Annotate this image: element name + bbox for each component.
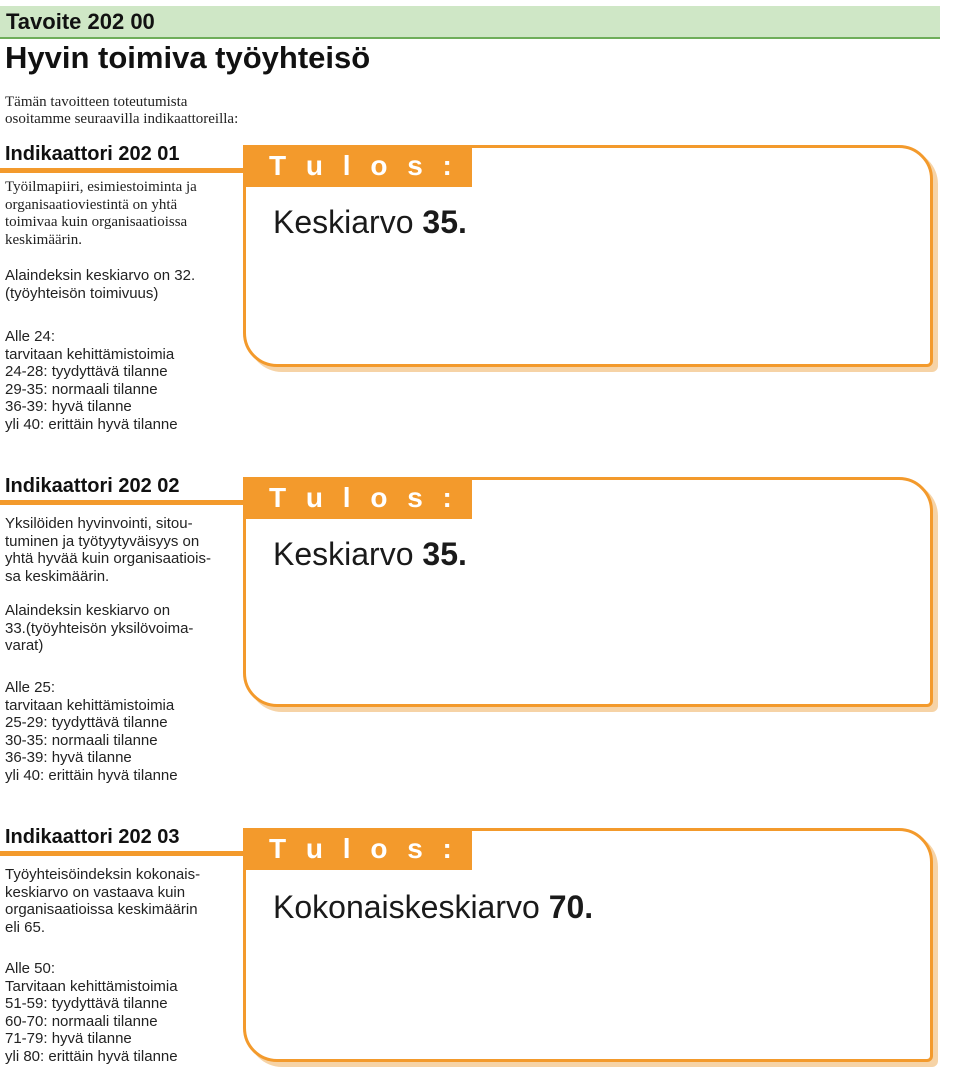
scale-line: Alle 24: — [5, 328, 56, 345]
scale-line: Tarvitaan kehittämistoimia — [5, 977, 178, 995]
result-label: T u l o s : — [243, 477, 472, 519]
intro-line: osoitamme seuraavilla indikaattoreilla: — [5, 111, 239, 127]
subindex-line: varat) — [5, 637, 44, 654]
subindex-line: Alaindeksin keskiarvo on — [5, 602, 171, 619]
scale-line: 60-70: normaali tilanne — [5, 1012, 158, 1030]
description-line: Yksilöiden hyvinvointi, sitou- — [5, 515, 193, 532]
scale-line: Alle 50: — [5, 960, 56, 977]
scale-list — [5, 328, 178, 433]
result-value: 35. — [422, 204, 467, 240]
result-box — [243, 477, 933, 707]
scale-line: 51-59: tyydyttävä tilanne — [5, 995, 168, 1012]
scale-line: Alle 25: — [5, 679, 56, 696]
subindex-line: 33.(työyhteisön yksilövoima- — [5, 619, 194, 637]
indicator-underline — [0, 851, 270, 856]
description-line: Työyhteisöindeksin kokonais- — [5, 866, 201, 883]
indicator-description — [5, 179, 240, 249]
scale-list — [5, 960, 178, 1065]
scale-line: tarvitaan kehittämistoimia — [5, 696, 175, 714]
description-line: yhtä hyvää kuin organisaatiois- — [5, 550, 211, 567]
scale-line: yli 80: erittäin hyvä tilanne — [5, 1047, 178, 1065]
scale-line: tarvitaan kehittämistoimia — [5, 345, 175, 363]
description-line: Työilmapiiri, esimiestoiminta ja — [5, 179, 197, 195]
scale-line: 25-29: tyydyttävä tilanne — [5, 714, 168, 731]
goal-label: Tavoite 202 00 — [6, 9, 155, 34]
indicator-title: Indikaattori 202 01 — [5, 143, 180, 165]
result-prefix: Keskiarvo — [273, 204, 423, 240]
intro-text — [5, 94, 265, 128]
result-value: 70. — [548, 889, 594, 925]
result-text — [273, 536, 467, 573]
indicator-underline — [0, 500, 270, 505]
description-line: organisaatioviestintä on yhtä — [5, 196, 178, 213]
description-line: keskiarvo on vastaava kuin — [5, 883, 186, 901]
indicator-description — [5, 515, 240, 585]
subindex-text — [5, 267, 195, 302]
scale-line: 36-39: hyvä tilanne — [5, 398, 132, 415]
description-line: eli 65. — [5, 918, 46, 936]
scale-line: yli 40: erittäin hyvä tilanne — [5, 766, 178, 784]
result-label: T u l o s : — [243, 145, 472, 187]
subindex-line: Alaindeksin keskiarvo on 32. — [5, 267, 196, 284]
result-text — [273, 889, 593, 926]
scale-list — [5, 679, 178, 784]
result-label: T u l o s : — [243, 828, 472, 870]
result-prefix: Keskiarvo — [273, 536, 423, 572]
indicator-description — [5, 866, 240, 936]
scale-line: 71-79: hyvä tilanne — [5, 1030, 132, 1047]
description-line: tuminen ja työtyytyväisyys on — [5, 532, 200, 550]
description-line: organisaatioissa keskimäärin — [5, 901, 198, 918]
result-text — [273, 204, 467, 241]
subindex-line: (työyhteisön toimivuus) — [5, 284, 159, 302]
description-line: toimivaa kuin organisaatioissa — [5, 214, 188, 230]
description-line: sa keskimäärin. — [5, 567, 110, 585]
result-box — [243, 828, 933, 1062]
result-prefix: Kokonaiskeskiarvo — [273, 889, 549, 925]
scale-line: 24-28: tyydyttävä tilanne — [5, 363, 168, 380]
result-value: 35. — [422, 536, 467, 572]
page-title: Hyvin toimiva työyhteisö — [5, 40, 371, 75]
subindex-text — [5, 602, 193, 655]
scale-line: yli 40: erittäin hyvä tilanne — [5, 415, 178, 433]
intro-line: Tämän tavoitteen toteutumista — [5, 94, 188, 110]
indicator-underline — [0, 168, 270, 173]
scale-line: 30-35: normaali tilanne — [5, 731, 158, 749]
goal-header-bar — [0, 6, 940, 39]
indicator-title: Indikaattori 202 02 — [5, 475, 180, 497]
scale-line: 36-39: hyvä tilanne — [5, 749, 132, 766]
description-line: keskimäärin. — [5, 231, 83, 248]
result-box — [243, 145, 933, 367]
indicator-title: Indikaattori 202 03 — [5, 826, 180, 848]
scale-line: 29-35: normaali tilanne — [5, 380, 158, 398]
